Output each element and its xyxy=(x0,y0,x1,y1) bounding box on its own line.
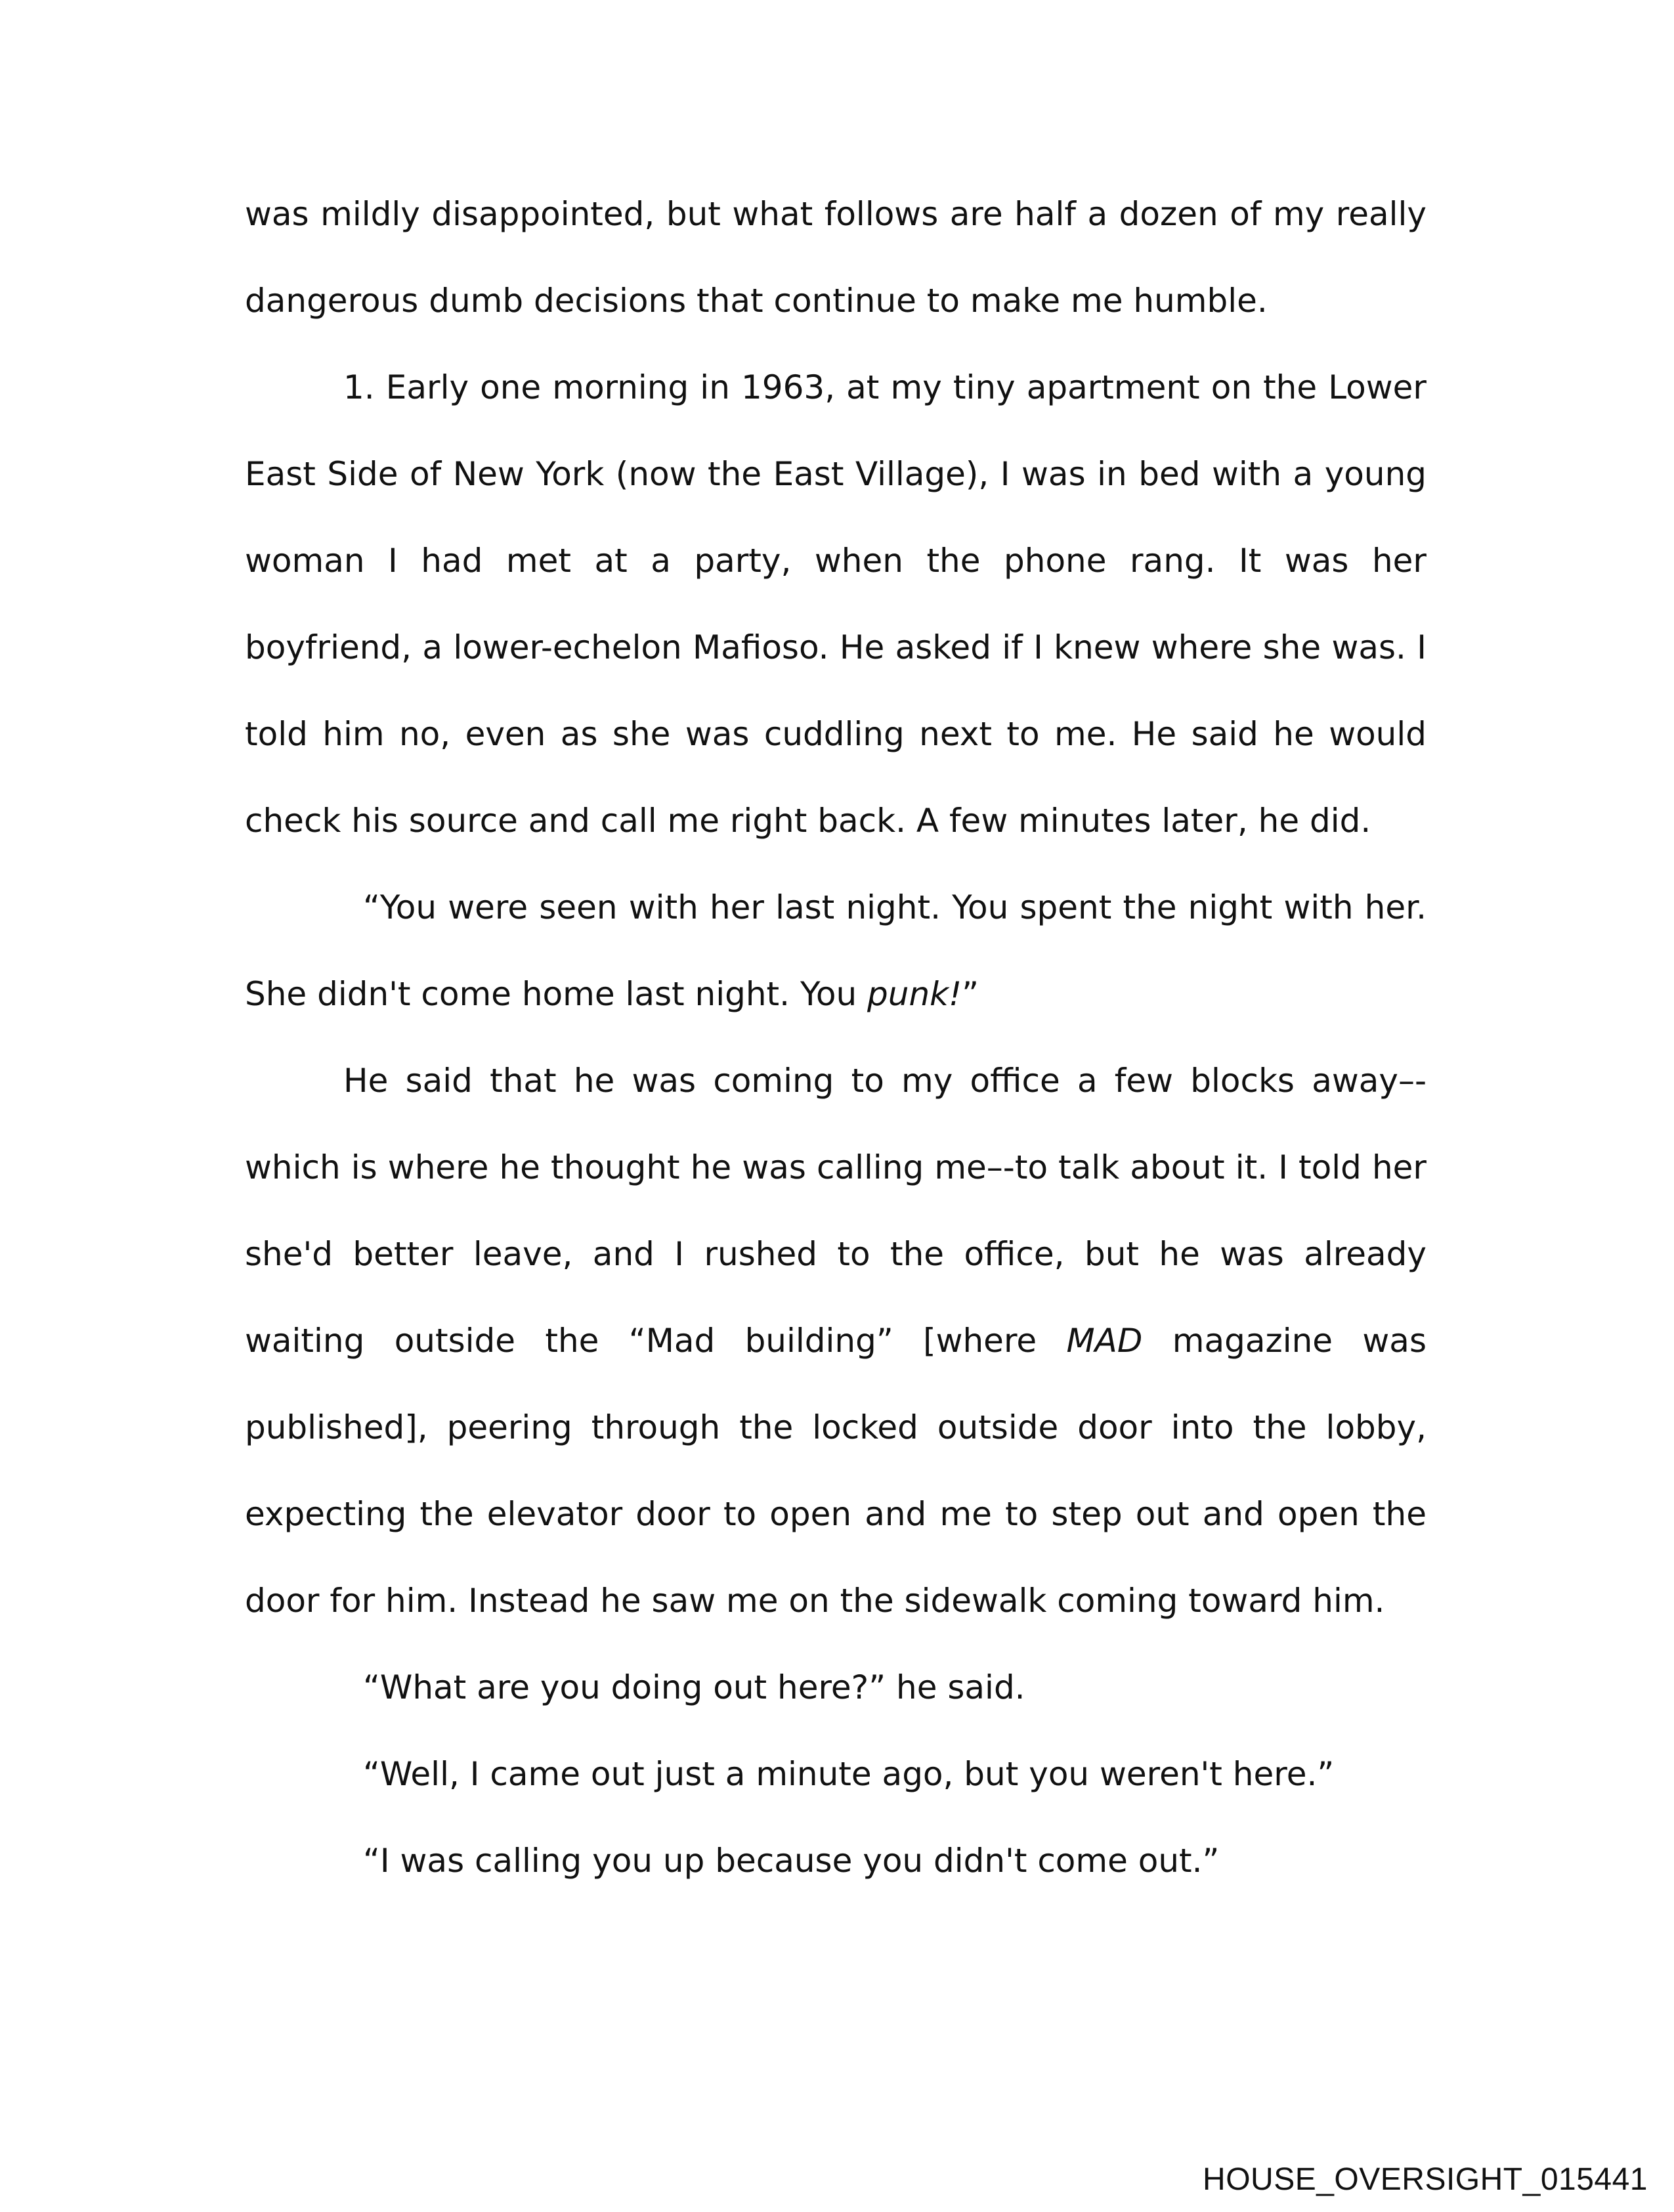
emphasis-text: punk! xyxy=(867,975,962,1013)
paragraph-text: was mildly disappointed, but what follows are half a dozen of my really dangerous dumb decisions that continue to make me humble. xyxy=(245,195,1427,320)
dialogue-text: “I was calling you up because you didn't come out.” xyxy=(363,1842,1220,1880)
paragraph-item-1 xyxy=(245,344,1427,864)
quote-text: “You were seen with her last night. You spent the night with her. She didn't come home last night. You xyxy=(245,888,1427,1013)
paragraph-continuation xyxy=(245,171,1427,344)
bates-number: HOUSE_OVERSIGHT_015441 xyxy=(1203,2162,1648,2197)
emphasis-text: MAD xyxy=(1066,1322,1143,1360)
dialogue-line-3 xyxy=(245,1817,1427,1904)
paragraph-quote xyxy=(245,864,1427,1037)
dialogue-line-2 xyxy=(245,1731,1427,1817)
dialogue-text: “Well, I came out just a minute ago, but you weren't here.” xyxy=(363,1755,1335,1793)
dialogue-line-1 xyxy=(245,1644,1427,1731)
paragraph-text: magazine was published], peering through the locked outside door into the lobby, expecting the elevator door to open and me to step out and open the door for him. Instead he saw me on the sidewalk coming toward him. xyxy=(245,1322,1427,1620)
quote-close: ” xyxy=(962,975,979,1013)
dialogue-text: “What are you doing out here?” he said. xyxy=(363,1668,1025,1706)
paragraph-text: He said that he was coming to my office a few blocks away–-which is where he thought he was calling me–-to talk about it. I told her she'd better leave, and I rushed to the office, but he was already waiting outside the “Mad building” [where xyxy=(245,1062,1427,1360)
paragraph-text: 1. Early one morning in 1963, at my tiny apartment on the Lower East Side of New York (now the East Village), I was in bed with a young woman I had met at a party, when the phone rang. It was her boyfriend, a lower-echelon Mafioso. He asked if I knew where she was. I told him no, even as she was cuddling next to me. He said he would check his source and call me right back. A few minutes later, he did. xyxy=(245,368,1427,840)
text-body xyxy=(245,171,1427,1904)
paragraph-office xyxy=(245,1037,1427,1644)
